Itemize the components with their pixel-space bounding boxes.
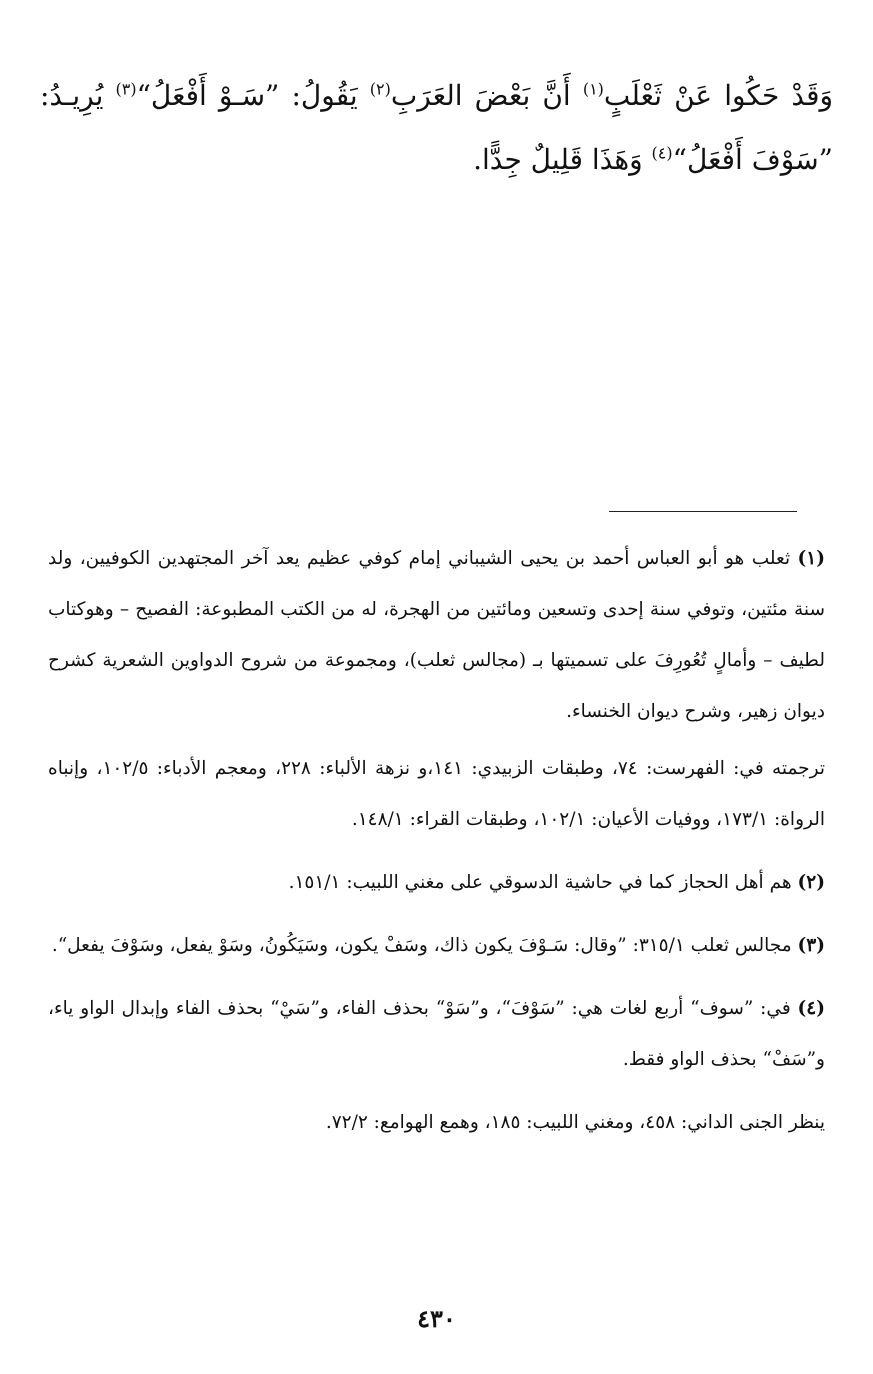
footnote-3 (48, 920, 825, 971)
footnote-text: ينظر الجنى الداني: ٤٥٨، ومغني اللبيب: ١٨٥، وهمع الهوامع: ٧٢/٢. (325, 1112, 825, 1133)
main-segment-5: وَهَذَا قَلِيلٌ جِدًّا. (473, 143, 652, 176)
main-text-block (40, 64, 833, 192)
main-segment-1: وَقَدْ حَكُوا عَنْ ثَعْلَبٍ (603, 79, 833, 112)
footnote-text: في: ”سوف“ أربع لغات هي: ”سَوْفَ“، و”سَوْ“ بحذف الفاء، و”سَيْ“ بحذف الفاء وإبدال الواو ياء، و”سَفْ“ بحذف الواو فقط. (48, 998, 825, 1070)
footnote-label: (٤) (797, 998, 825, 1019)
footnote-text: ثعلب هو أبو العباس أحمد بن يحيى الشيباني إمام كوفي عظيم يعد آخر المجتهدين الكوفيين، ولد سنة مئتين، وتوفي سنة إحدى وتسعين ومائتين من الهجرة، له من الكتب المطبوعة: الفصيح – وهوكتاب لطيف – وأمالٍ تُعُورِفَ على تسميتها بـ (مجالس ثعلب)، ومجموعة من شروح الدواوين الشعرية كشرح ديوان زهير، وشرح ديوان الخنساء. (48, 548, 825, 722)
footnote-text: ترجمته في: الفهرست: ٧٤، وطبقات الزبيدي: ١٤١،و نزهة الألباء: ٢٢٨، ومعجم الأدباء: ١٠٢/٥، وإنباه الرواة: ١٧٣/١، ووفيات الأعيان: ١٠٢/١، وطبقات القراء: ١٤٨/١. (48, 758, 825, 830)
footnote-label: (٢) (797, 872, 825, 893)
footnote-separator (609, 511, 797, 512)
footnote-1-sources (48, 743, 825, 845)
footnote-label: (٣) (797, 935, 825, 956)
footnotes-section (48, 533, 825, 1160)
footnote-text: هم أهل الحجاز كما في حاشية الدسوقي على مغني اللبيب: ١٥١/١. (288, 872, 792, 893)
footnote-ref-2[interactable]: (٢) (369, 79, 391, 99)
footnote-ref-1[interactable]: (١) (582, 79, 604, 99)
footnote-label: (١) (797, 548, 825, 569)
main-segment-3: يَقُولُ: ”سَـوْ أَفْعَلُ“ (136, 79, 370, 112)
footnote-2 (48, 857, 825, 908)
main-segment-2: أَنَّ بَعْضَ العَرَبِ (390, 79, 583, 112)
main-paragraph (40, 64, 833, 192)
main-segment-4: يُرِيـدُ: ”سَوْفَ أَفْعَلُ“ (40, 79, 833, 176)
page-number: ٤٣٠ (417, 1304, 456, 1333)
footnote-4-sources (48, 1097, 825, 1148)
footnote-1 (48, 533, 825, 737)
footnote-text: مجالس ثعلب ٣١٥/١: ”وقال: سَـوْفَ يكون ذاك، وسَفْ يكون، وسَيَكُونُ، وسَوْ يفعل، وسَوْفَ يفعل“. (51, 935, 792, 956)
footnote-ref-3[interactable]: (٣) (115, 79, 137, 99)
footnote-4 (48, 983, 825, 1085)
footnote-ref-4[interactable]: (٤) (651, 143, 673, 163)
